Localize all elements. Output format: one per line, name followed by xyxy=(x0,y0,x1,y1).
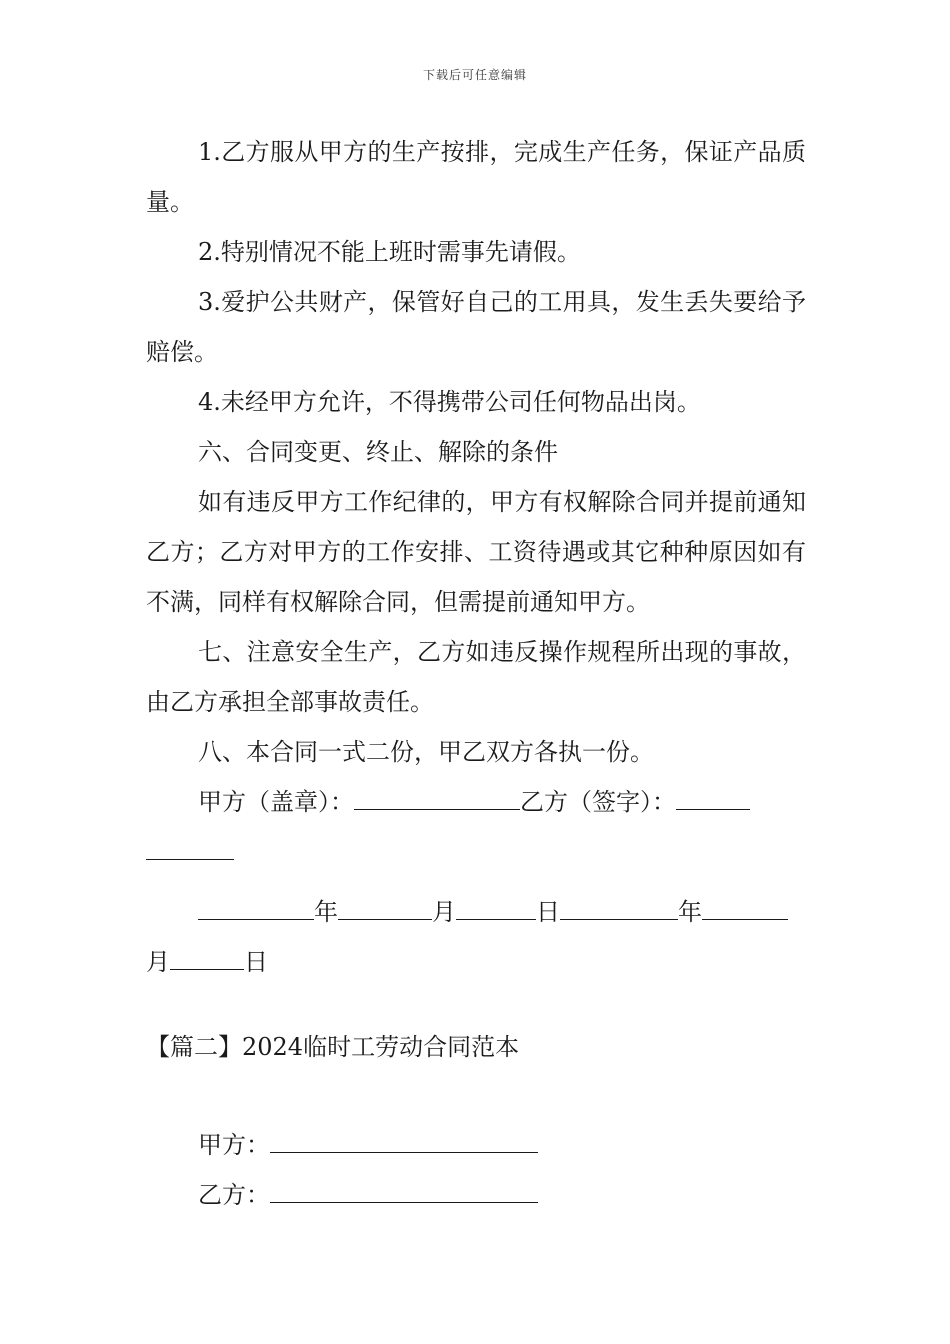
party-b-sign-blank-cont[interactable] xyxy=(146,831,234,860)
party-a-seal-blank[interactable] xyxy=(354,781,520,810)
clause-1: 1.乙方服从甲方的生产按排，完成生产任务，保证产品质量。 xyxy=(146,138,806,216)
section-2-parties xyxy=(198,1120,538,1220)
party-a-blank[interactable] xyxy=(270,1124,538,1153)
party-b-label: 乙方： xyxy=(198,1181,270,1209)
signature-line-cont xyxy=(146,827,806,877)
clause-4: 4.未经甲方允许，不得携带公司任何物品出岗。 xyxy=(198,388,701,416)
party-b-day-blank[interactable] xyxy=(170,941,244,970)
day-label-b: 日 xyxy=(244,948,268,976)
date-line-cont xyxy=(146,937,806,987)
party-a-year-blank[interactable] xyxy=(198,891,314,920)
month-label-b: 月 xyxy=(146,948,170,976)
day-label: 日 xyxy=(536,898,560,926)
section-8: 八、本合同一式二份，甲乙双方各执一份。 xyxy=(198,738,654,766)
party-b-sign-blank[interactable] xyxy=(676,781,750,810)
party-a-day-blank[interactable] xyxy=(456,891,536,920)
party-b-month-blank-start[interactable] xyxy=(702,891,788,920)
clause-2: 2.特别情况不能上班时需事先请假。 xyxy=(198,238,581,266)
date-line xyxy=(146,887,806,937)
party-a-row xyxy=(198,1120,538,1170)
page-header-note: 下载后可任意编辑 xyxy=(422,68,527,82)
party-a-label: 甲方： xyxy=(198,1131,270,1159)
party-b-year-blank[interactable] xyxy=(560,891,678,920)
party-b-blank[interactable] xyxy=(270,1174,538,1203)
year-label: 年 xyxy=(314,898,338,926)
party-a-month-blank[interactable] xyxy=(338,891,432,920)
section-7: 七、注意安全生产，乙方如违反操作规程所出现的事故，由乙方承担全部事故责任。 xyxy=(146,638,806,716)
section-2-title: 【篇二】2024临时工劳动合同范本 xyxy=(146,1033,520,1061)
party-a-seal-label: 甲方（盖章）： xyxy=(198,788,354,816)
party-b-row xyxy=(198,1170,538,1220)
party-b-sign-label: 乙方（签字）： xyxy=(520,788,676,816)
clause-3: 3.爱护公共财产，保管好自己的工用具，发生丢失要给予赔偿。 xyxy=(146,288,806,366)
section-6-body: 如有违反甲方工作纪律的，甲方有权解除合同并提前通知乙方；乙方对甲方的工作安排、工资待遇或其它种种原因如有不满，同样有权解除合同，但需提前通知甲方。 xyxy=(146,488,806,616)
contract-body xyxy=(146,127,806,987)
signature-line xyxy=(146,777,806,827)
year-label-b: 年 xyxy=(678,898,702,926)
month-label: 月 xyxy=(432,898,456,926)
section-6-heading: 六、合同变更、终止、解除的条件 xyxy=(198,438,558,466)
